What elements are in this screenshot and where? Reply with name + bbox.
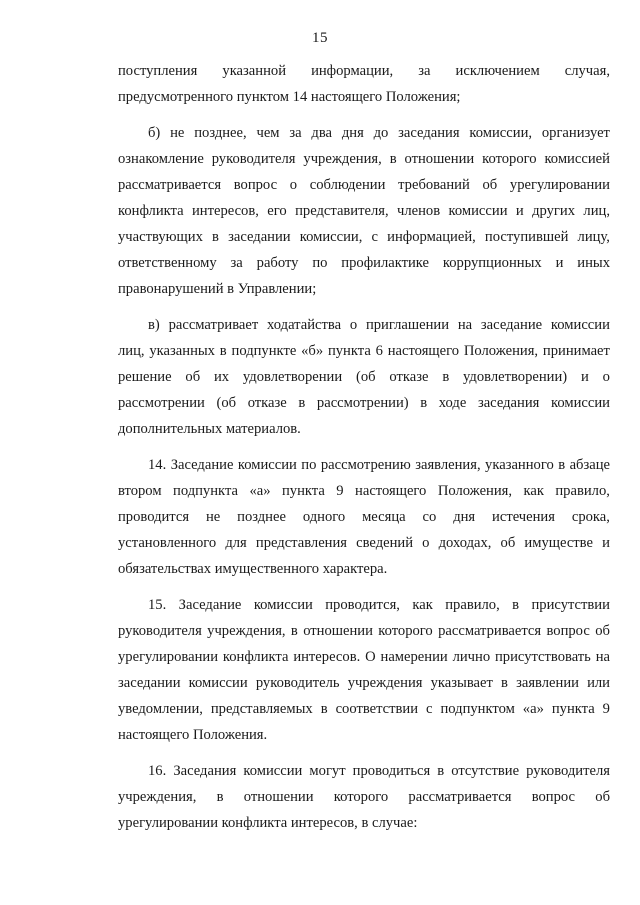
- word: лично: [452, 649, 491, 665]
- word: в: [320, 701, 328, 717]
- word: в: [389, 151, 397, 167]
- text-line: [118, 224, 610, 250]
- word: заседание: [480, 317, 543, 333]
- text-line: [118, 250, 610, 276]
- word: или: [587, 675, 610, 691]
- word: 6: [375, 343, 383, 359]
- word: соответствии: [335, 701, 419, 717]
- word: информации,: [311, 63, 394, 79]
- word: 16.: [148, 763, 167, 779]
- word: лицу,: [577, 229, 610, 245]
- word: комиссии: [550, 317, 610, 333]
- text-line: [118, 312, 610, 338]
- word: для: [225, 535, 247, 551]
- word: информацией,: [387, 229, 476, 245]
- word: поступившей: [484, 229, 569, 245]
- word: отношении: [303, 623, 373, 639]
- word: ознакомление: [118, 151, 204, 167]
- word: истечения: [492, 509, 555, 525]
- word: (об: [216, 395, 237, 411]
- word: втором: [118, 483, 162, 499]
- word: в): [148, 317, 160, 333]
- word: ответственному: [118, 255, 217, 271]
- word: и: [555, 255, 564, 271]
- word: намерении: [380, 649, 448, 665]
- word: организует: [541, 125, 610, 141]
- word: об: [185, 369, 201, 385]
- word: рассматривает: [168, 317, 259, 333]
- word: удовлетворении: [242, 369, 343, 385]
- word: не: [170, 125, 185, 141]
- text-line: [118, 172, 610, 198]
- word: за: [418, 63, 431, 79]
- word: рассмотрении): [316, 395, 409, 411]
- word: работу: [256, 255, 299, 271]
- word: указанного: [485, 457, 554, 473]
- word: пункта: [551, 701, 595, 717]
- text-line: [118, 696, 610, 722]
- word: удовлетворении): [463, 369, 568, 385]
- word: в: [501, 675, 508, 691]
- word: рассмотрению: [320, 457, 411, 473]
- text-line: [118, 644, 610, 670]
- paragraph: [118, 120, 610, 302]
- word: об: [500, 535, 516, 551]
- word: правило,: [555, 483, 610, 499]
- word: об: [595, 623, 610, 639]
- paragraph: [118, 312, 610, 442]
- text-line: [118, 58, 610, 84]
- word: подпункта: [173, 483, 238, 499]
- word: «а»: [249, 483, 271, 499]
- word: в: [512, 597, 520, 613]
- word: ходе: [438, 395, 467, 411]
- word: (об: [355, 369, 376, 385]
- word: отказе: [247, 395, 287, 411]
- word: в: [558, 457, 566, 473]
- word: проводится: [118, 509, 190, 525]
- word: позднее: [237, 509, 286, 525]
- word: не: [205, 509, 221, 525]
- word: настоящего: [355, 483, 427, 499]
- word: б): [148, 125, 161, 141]
- text-line: [118, 504, 610, 530]
- word: вопрос: [546, 623, 590, 639]
- text-line: [118, 670, 610, 696]
- text-line: [118, 758, 610, 784]
- word: 9: [336, 483, 344, 499]
- word: исключением: [455, 63, 540, 79]
- word: рассматривается: [408, 789, 512, 805]
- word: заседании: [118, 675, 181, 691]
- word: правило,: [445, 597, 500, 613]
- word: вопрос: [531, 789, 576, 805]
- word: ходатайства: [267, 317, 342, 333]
- word: уведомлении,: [118, 701, 203, 717]
- word: интересов,: [191, 203, 259, 219]
- word: заявления,: [415, 457, 481, 473]
- word: профилактике: [341, 255, 430, 271]
- word: отношении: [404, 151, 475, 167]
- word: позднее,: [194, 125, 247, 141]
- text-line: урегулировании конфликта интересов, в случае:: [118, 815, 418, 831]
- word: его: [267, 203, 287, 219]
- word: которого: [378, 623, 433, 639]
- word: других: [532, 203, 576, 219]
- word: два: [311, 125, 333, 141]
- word: комиссии: [448, 203, 508, 219]
- word: в: [212, 229, 219, 245]
- word: решение: [118, 369, 172, 385]
- word: отсутствие: [451, 763, 520, 779]
- word: случая,: [564, 63, 610, 79]
- text-line: [118, 120, 610, 146]
- word: учреждения,: [207, 623, 286, 639]
- word: комиссии: [188, 675, 248, 691]
- word: и: [515, 203, 524, 219]
- word: рассмотрении: [118, 395, 205, 411]
- word: «а»: [522, 701, 544, 717]
- word: чем: [256, 125, 280, 141]
- word: представления: [255, 535, 348, 551]
- text-line: [118, 592, 610, 618]
- text-line: [118, 618, 610, 644]
- word: настоящего: [387, 343, 460, 359]
- word: Положения,: [437, 483, 513, 499]
- word: комиссией: [544, 151, 610, 167]
- text-line: [118, 530, 610, 556]
- word: представляемых: [210, 701, 313, 717]
- word: об: [595, 789, 610, 805]
- word: со: [422, 509, 437, 525]
- word: урегулировании: [118, 649, 219, 665]
- word: комиссии,: [299, 229, 363, 245]
- text-line: предусмотренного пунктом 14 настоящего Положения;: [118, 89, 461, 105]
- text-line: [118, 784, 610, 810]
- word: о: [289, 177, 298, 193]
- word: за: [289, 125, 302, 141]
- word: в: [290, 623, 298, 639]
- word: указывает: [430, 675, 493, 691]
- text-line: [118, 198, 610, 224]
- word: рассматривается: [118, 177, 222, 193]
- word: присутствовать: [495, 649, 591, 665]
- text-line: [118, 146, 610, 172]
- word: отношении: [243, 789, 314, 805]
- paragraph: [118, 58, 610, 110]
- word: урегулировании: [509, 177, 610, 193]
- word: с: [426, 701, 433, 717]
- word: интересов.: [293, 649, 361, 665]
- word: учреждения,: [118, 789, 197, 805]
- word: об: [482, 177, 498, 193]
- word: поступления: [118, 63, 198, 79]
- text-line: [118, 338, 610, 364]
- word: «б»: [301, 343, 324, 359]
- word: принимает: [542, 343, 610, 359]
- word: пункта: [327, 343, 371, 359]
- word: о: [422, 535, 430, 551]
- word: комиссии: [237, 457, 297, 473]
- word: приглашении: [365, 317, 450, 333]
- text-line: [118, 452, 610, 478]
- word: проводится,: [325, 597, 400, 613]
- word: присутствии: [531, 597, 610, 613]
- word: подпунктом: [440, 701, 515, 717]
- word: установленного: [118, 535, 217, 551]
- word: представителя,: [295, 203, 389, 219]
- word: руководителя: [526, 763, 610, 779]
- word: руководитель: [255, 675, 340, 691]
- word: подпункте: [231, 343, 297, 359]
- word: отказе: [389, 369, 429, 385]
- word: и: [602, 535, 610, 551]
- word: до: [373, 125, 389, 141]
- word: в: [437, 763, 445, 779]
- paragraph: [118, 758, 610, 836]
- text-line: правонарушений в Управлении;: [118, 281, 317, 297]
- document-body: [118, 58, 610, 836]
- word: их: [213, 369, 230, 385]
- word: заседании: [228, 229, 291, 245]
- word: доходах,: [438, 535, 492, 551]
- word: заседания: [398, 125, 460, 141]
- word: комиссии,: [469, 125, 533, 141]
- word: коррупционных: [442, 255, 542, 271]
- word: указанных: [149, 343, 215, 359]
- word: требований: [398, 177, 470, 193]
- word: по: [312, 255, 328, 271]
- page-number: 15: [312, 30, 328, 46]
- word: О: [365, 649, 376, 665]
- word: сведений: [356, 535, 414, 551]
- word: которого: [333, 789, 389, 805]
- word: 9: [602, 701, 610, 717]
- word: в: [420, 395, 428, 411]
- word: соблюдении: [309, 177, 386, 193]
- word: одного: [302, 509, 346, 525]
- word: рассматривается: [438, 623, 542, 639]
- word: комиссии: [243, 763, 303, 779]
- word: заседания: [477, 395, 540, 411]
- text-line: дополнительных материалов.: [118, 421, 301, 437]
- word: по: [301, 457, 317, 473]
- text-line: [118, 390, 610, 416]
- word: срока,: [571, 509, 610, 525]
- word: дня: [341, 125, 364, 141]
- word: пункта: [281, 483, 325, 499]
- word: руководителя: [118, 623, 202, 639]
- word: Заседание: [170, 457, 234, 473]
- word: учреждения,: [303, 151, 382, 167]
- word: заявлении: [516, 675, 579, 691]
- word: в: [216, 789, 224, 805]
- word: комиссии: [550, 395, 610, 411]
- word: конфликта: [222, 649, 289, 665]
- word: лиц,: [583, 203, 610, 219]
- word: в: [442, 369, 450, 385]
- word: конфликта: [118, 203, 184, 219]
- word: на: [457, 317, 473, 333]
- word: Заседание: [178, 597, 242, 613]
- word: членов: [397, 203, 441, 219]
- word: и: [580, 369, 589, 385]
- word: могут: [309, 763, 346, 779]
- word: с: [371, 229, 379, 245]
- word: учреждения: [347, 675, 423, 691]
- word: указанной: [222, 63, 287, 79]
- word: проводиться: [352, 763, 431, 779]
- word: руководителя: [211, 151, 296, 167]
- text-line: [118, 364, 610, 390]
- word: дня: [453, 509, 476, 525]
- word: Положения,: [463, 343, 539, 359]
- word: в: [219, 343, 227, 359]
- word: месяца: [362, 509, 406, 525]
- text-line: обязательствах имущественного характера.: [118, 561, 388, 577]
- word: как: [412, 597, 433, 613]
- text-line: настоящего Положения.: [118, 727, 268, 743]
- word: 15.: [148, 597, 167, 613]
- word: о: [349, 317, 358, 333]
- word: вопрос: [233, 177, 278, 193]
- word: имуществе: [524, 535, 593, 551]
- word: на: [595, 649, 610, 665]
- paragraph: [118, 452, 610, 582]
- word: как: [523, 483, 544, 499]
- word: Заседания: [173, 763, 237, 779]
- word: о: [602, 369, 610, 385]
- text-line: [118, 478, 610, 504]
- word: участвующих: [118, 229, 203, 245]
- word: за: [230, 255, 243, 271]
- word: лиц,: [118, 343, 145, 359]
- word: в: [298, 395, 306, 411]
- paragraph: [118, 592, 610, 748]
- word: которого: [482, 151, 537, 167]
- word: абзаце: [569, 457, 610, 473]
- word: 14.: [148, 457, 167, 473]
- word: комиссии: [253, 597, 313, 613]
- word: иных: [577, 255, 610, 271]
